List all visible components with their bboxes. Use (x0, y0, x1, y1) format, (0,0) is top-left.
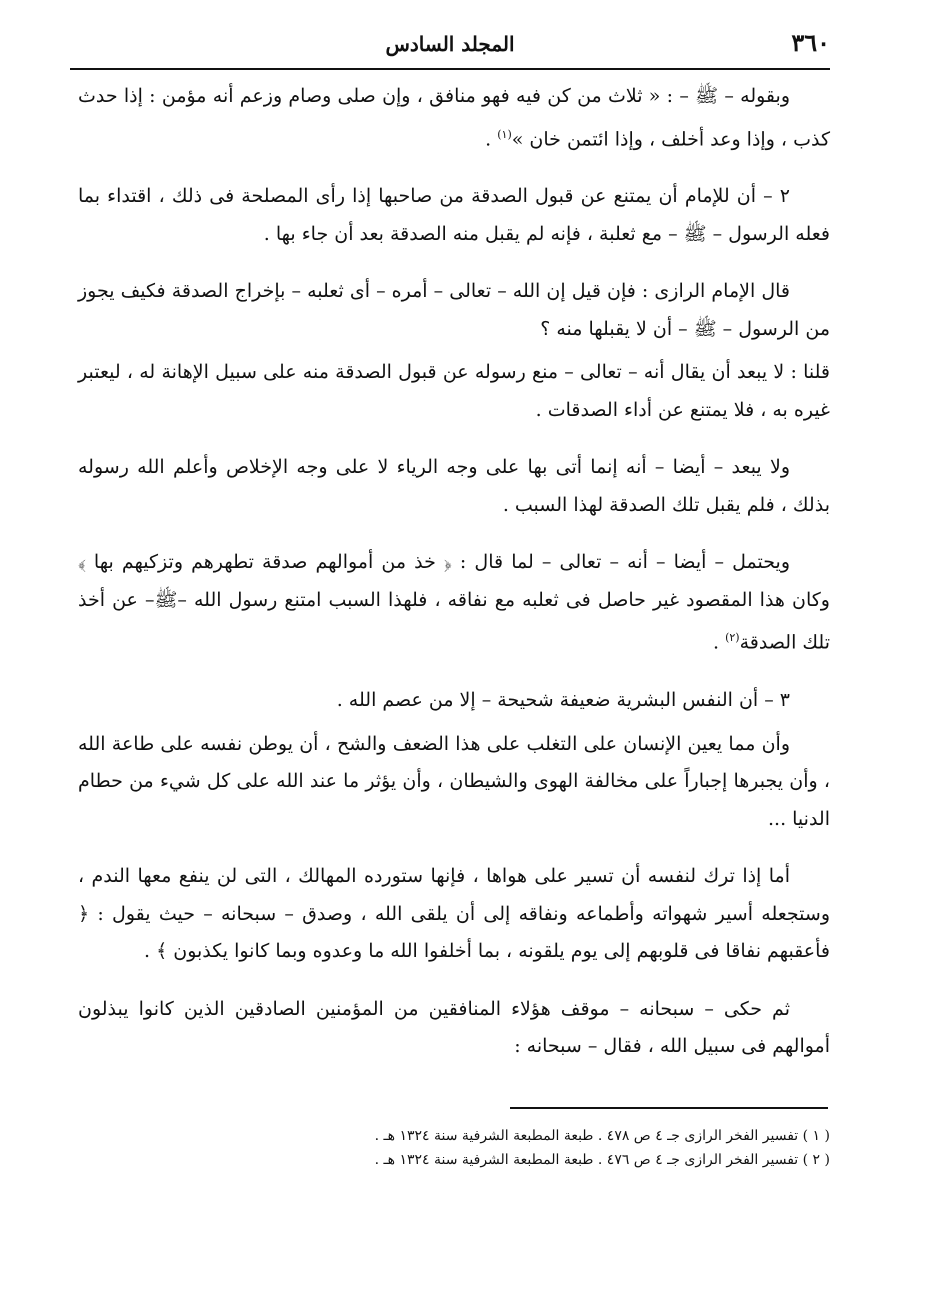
paragraph: ثم حكى – سبحانه – موقف هؤلاء المنافقين من المؤمنين الصادقين الذين كانوا يبذلون أموالهم فى سبيل الله ، فقال – سبحانه : (78, 997, 830, 1058)
running-title: المجلد السادس (385, 32, 515, 56)
footnote: ( ١ ) تفسير الفخر الرازى جـ ٤ ص ٤٧٨ . طبعة المطبعة الشرفية سنة ١٣٢٤ هـ . (374, 1128, 830, 1144)
paragraph: وبقوله – ﷺ – : « ثلاث من كن فيه فهو منافق ، وإن صلى وصام وزعم أنه مؤمن : إذا حدث كذب ، وإذا وعد أخلف ، وإذا ائتمن خان »$^{(١)}$ . (78, 85, 830, 150)
footnotes (200, 1124, 830, 1172)
main-text (78, 78, 830, 1066)
paragraph: ويحتمل – أيضا – أنه – تعالى – لما قال : ﴿ خذ من أموالهم صدقة تطهرهم وتزكيهم بها ﴾ وكان هذا المقصود غير حاصل فى ثعلبه مع نفاقه ، فلهذا السبب امتنع رسول الله –ﷺ– عن أخذ تلك الصدقة$^{(٢)}$ . (78, 551, 830, 654)
footnote-ref: (١) (497, 127, 512, 141)
footnote-ref: (٢) (725, 631, 740, 645)
paragraph: وأن مما يعين الإنسان على التغلب على هذا الضعف والشح ، أن يوطن نفسه على طاعة الله ، وأن يجبرها إجباراً على مخالفة الهوى والشيطان ، وأن يؤثر ما عند الله على كل شيء من حطام الدنيا ... (78, 732, 830, 830)
footnote-rule (510, 1107, 828, 1109)
header-rule (70, 68, 830, 70)
page-header (70, 28, 830, 64)
paragraph: ٣ – أن النفس البشرية ضعيفة شحيحة – إلا من عصم الله . (336, 689, 790, 712)
paragraph: قال الإمام الرازى : فإن قيل إن الله – تعالى – أمره – أى ثعلبه – بإخراج الصدقة فكيف يجوز من الرسول – ﷺ – أن لا يقبلها منه ؟ (78, 280, 830, 340)
paragraph: ٢ – أن للإمام أن يمتنع عن قبول الصدقة من صاحبها إذا رأى المصلحة فى ذلك ، اقتداء بما فعله الرسول – ﷺ – مع ثعلبة ، فإنه لم يقبل منه الصدقة بعد أن جاء بها . (78, 185, 830, 245)
paragraph: قلنا : لا يبعد أن يقال أنه – تعالى – منع رسوله عن قبول الصدقة منه على سبيل الإهانة له ، ليعتبر غيره به ، فلا يمتنع عن أداء الصدقات . (78, 361, 830, 421)
paragraph: ولا يبعد – أيضا – أنه إنما أتى بها على وجه الرياء لا على وجه الإخلاص وأعلم الله رسوله بذلك ، فلم يقبل تلك الصدقة لهذا السبب . (78, 456, 830, 516)
page-number: ٣٦٠ (791, 28, 830, 57)
footnote: ( ٢ ) تفسير الفخر الرازى جـ ٤ ص ٤٧٦ . طبعة المطبعة الشرفية سنة ١٣٢٤ هـ . (374, 1152, 830, 1168)
paragraph: أما إذا ترك لنفسه أن تسير على هواها ، فإنها ستورده المهالك ، التى لن ينفع معها الندم ، وستجعله أسير شهواته وأطماعه ونفاقه إلى أن يلقى الله ، وصدق – سبحانه – حيث يقول : ﴿ فأعقبهم نفاقا فى قلوبهم إلى يوم يلقونه ، بما أخلفوا الله ما وعدوه وبما كانوا يكذبون ﴾ . (78, 865, 830, 963)
